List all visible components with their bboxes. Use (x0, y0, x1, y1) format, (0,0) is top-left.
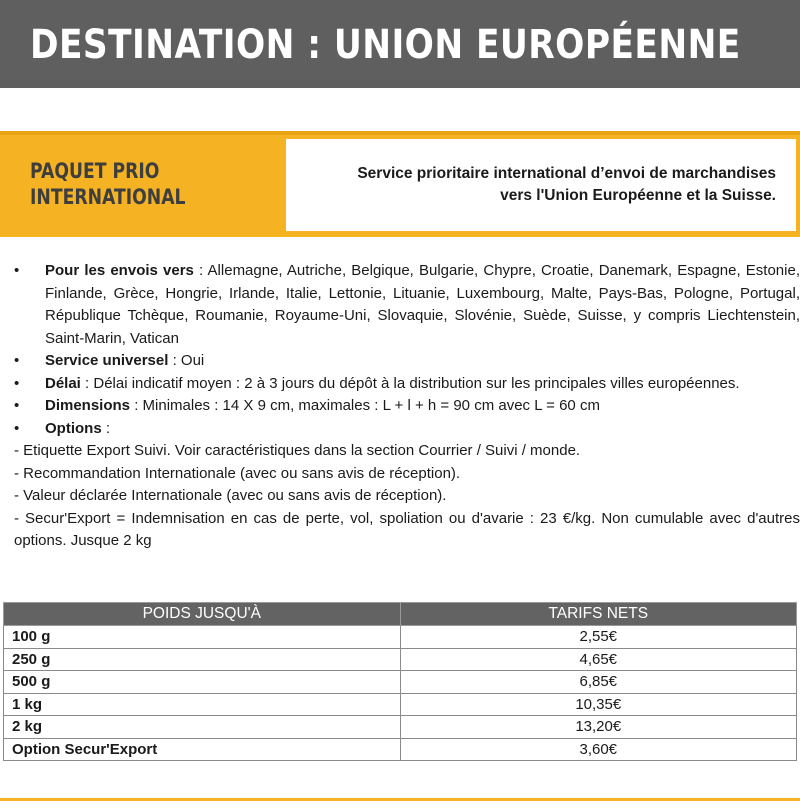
options-text: : (101, 419, 111, 437)
product-name (30, 158, 186, 210)
service-text: : Oui (168, 352, 205, 369)
product-banner (0, 131, 800, 237)
list-item-options (14, 418, 800, 441)
option-item: - Valeur déclarée Internationale (avec ou sans avis de réception). (14, 487, 447, 504)
service-details (14, 260, 800, 553)
product-name-line2: INTERNATIONAL (30, 185, 186, 209)
price-cell: 10,35€ (400, 693, 796, 716)
destinations-label: Pour les envois vers (45, 262, 194, 279)
table-row (4, 671, 797, 694)
price-cell: 3,60€ (400, 738, 796, 761)
list-item-service (14, 350, 800, 373)
product-name-line1: PAQUET PRIO (30, 159, 160, 183)
product-description-box (286, 139, 796, 231)
delai-label: Délai (45, 374, 81, 392)
page-header (0, 0, 800, 88)
service-label: Service universel (45, 352, 169, 369)
header-weight: POIDS JUSQU'À (4, 603, 401, 626)
table-row (4, 716, 797, 739)
option-item (14, 508, 800, 553)
table-row (4, 738, 797, 761)
weight-cell: Option Secur'Export (4, 738, 401, 761)
price-cell: 13,20€ (400, 716, 796, 739)
footer-divider (0, 798, 800, 801)
weight-cell: 2 kg (4, 716, 401, 739)
page-title: DESTINATION : UNION EUROPÉENNE (30, 22, 741, 68)
product-description-line1: Service prioritaire international d’envoi de marchandises (357, 165, 776, 182)
option-item: - Etiquette Export Suivi. Voir caractéristiques dans la section Courrier / Suivi / monde. (14, 442, 581, 459)
list-item-delai (14, 373, 800, 396)
tariff-table (3, 602, 797, 761)
dimensions-label: Dimensions (45, 397, 131, 414)
delai-text: : Délai indicatif moyen : 2 à 3 jours du dépôt à la distribution sur les principales villes européennes. (80, 374, 740, 392)
list-item-destinations (14, 260, 800, 350)
details-list (14, 260, 800, 440)
table-row (4, 693, 797, 716)
product-description (296, 163, 776, 207)
weight-cell: 250 g (4, 648, 401, 671)
product-description-line2: vers l'Union Européenne et la Suisse. (500, 187, 776, 204)
table-row (4, 648, 797, 671)
price-cell: 4,65€ (400, 648, 796, 671)
destinations-text: : Allemagne, Autriche, Belgique, Bulgarie, Chypre, Croatie, Danemark, Espagne, Estonie, Finlande, Grèce, Hongrie, Irlande, Italie, Lettonie, Lituanie, Luxembourg, Malte, Pays-Bas, Pologne, Portugal, République Tchèque, Roumanie, Royaume-Uni, Slovaquie, Slovénie, Suède, Suisse, y compris Liechtenstein, Saint-Marin, Vatican (45, 262, 800, 347)
weight-cell: 500 g (4, 671, 401, 694)
list-item-dimensions (14, 395, 800, 418)
price-cell: 2,55€ (400, 626, 796, 649)
header-price: TARIFS NETS (400, 603, 796, 626)
option-secur-export: - Secur'Export = Indemnisation en cas de perte, vol, spoliation ou d'avarie : 23 €/kg. Non cumulable avec d'autres options. Jusque 2 kg (14, 509, 800, 549)
weight-cell: 1 kg (4, 693, 401, 716)
options-list (14, 440, 800, 553)
price-cell: 6,85€ (400, 671, 796, 694)
table-header-row (4, 603, 797, 626)
weight-cell: 100 g (4, 626, 401, 649)
option-item: - Recommandation Internationale (avec ou sans avis de réception). (14, 464, 461, 482)
dimensions-text: : Minimales : 14 X 9 cm, maximales : L + l + h = 90 cm avec L = 60 cm (130, 397, 600, 414)
options-label: Options (45, 419, 102, 437)
table-row (4, 626, 797, 649)
